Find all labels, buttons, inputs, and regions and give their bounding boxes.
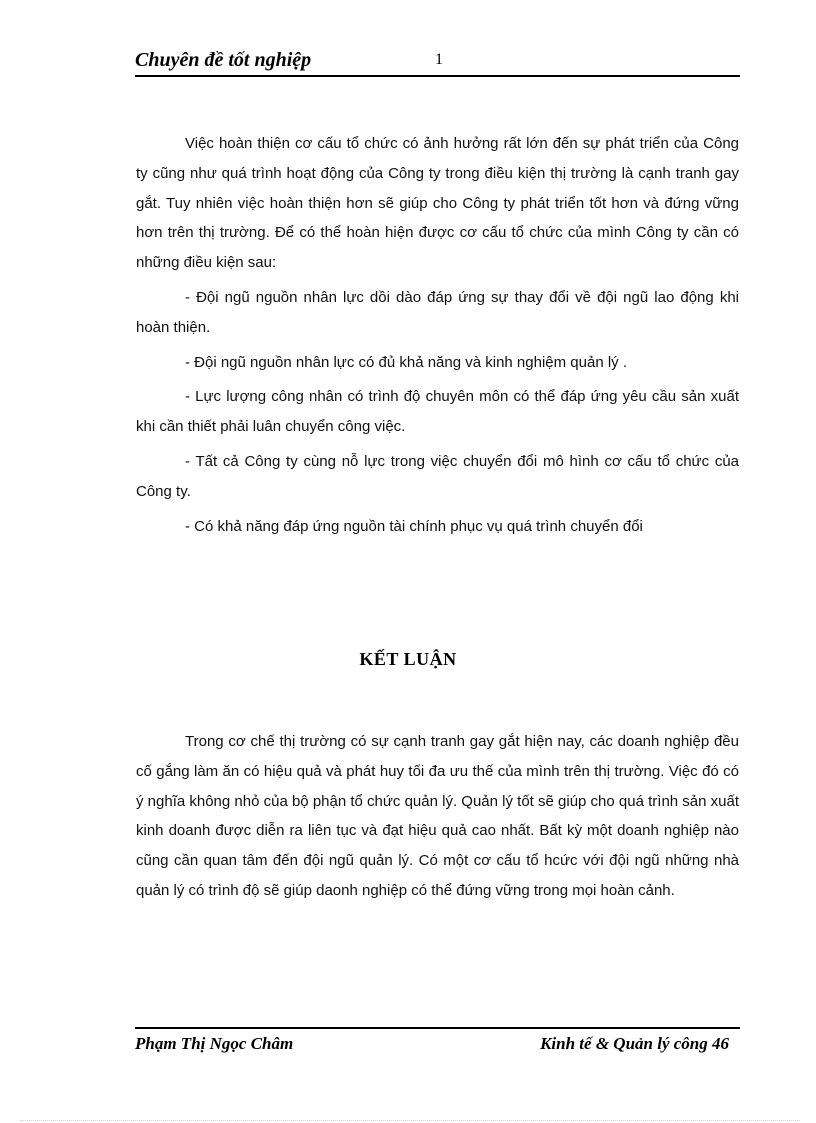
- conclusion-paragraph: Trong cơ chế thị trường có sự cạnh tranh gay gắt hiện nay, các doanh nghiệp đều cố gắng làm ăn có hiệu quả và phát huy tối đa ưu thế của mình trên thị trường. Việc đó có ý nghĩa không nhỏ của bộ phận tổ chức quản lý. Quản lý tốt sẽ giúp cho quá trình sản xuất kinh doanh được diễn ra liên tục và đạt hiệu quả cao nhất. Bất kỳ một doanh nghiệp nào cũng cần quan tâm đến đội ngũ quản lý. Có một cơ cấu tổ hcức với đội ngũ những nhà quản lý có trình độ sẽ giúp daonh nghiệp có thể đứng vững trong mọi hoàn cảnh.: [136, 733, 739, 899]
- page-number: 1: [435, 51, 443, 68]
- footer-author: Phạm Thị Ngọc Châm: [135, 1034, 294, 1053]
- list-item: - Lực lượng công nhân có trình độ chuyên môn có thể đáp ứng yêu cầu sản xuất khi cần thiết phải luân chuyển công việc.: [136, 388, 739, 436]
- section-conditions: [136, 129, 739, 541]
- section-conclusion: [136, 727, 739, 906]
- list-item: - Đội ngũ nguồn nhân lực dồi dào đáp ứng sự thay đổi về đội ngũ lao động khi hoàn thiện.: [136, 288, 739, 336]
- header-rule: [135, 75, 740, 77]
- page-edge-divider: [20, 1120, 800, 1121]
- footer-rule: [135, 1027, 740, 1029]
- list-item: - Tất cả Công ty cùng nỗ lực trong việc chuyển đổi mô hình cơ cấu tổ chức của Công ty.: [136, 452, 739, 500]
- footer-class: Kinh tế & Quản lý công 46: [540, 1034, 729, 1053]
- header-title: Chuyên đề tốt nghiệp: [135, 49, 312, 71]
- list-item: - Có khả năng đáp ứng nguồn tài chính phục vụ quá trình chuyển đổi: [185, 517, 643, 535]
- page-header: [135, 48, 740, 74]
- intro-paragraph: Việc hoàn thiện cơ cấu tổ chức có ảnh hưởng rất lớn đến sự phát triển của Công ty cũng như quá trình hoạt động của Công ty trong điều kiện thị trường là cạnh tranh gay gắt. Tuy nhiên việc hoàn thiện hơn sẽ giúp cho Công ty phát triển tốt hơn và đứng vững hơn trên thị trường. Để có thể hoàn hiện được cơ cấu tổ chức của mình Công ty cần có những điều kiện sau:: [136, 135, 739, 272]
- list-item: - Đội ngũ nguồn nhân lực có đủ khả năng và kinh nghiệm quản lý .: [185, 353, 628, 371]
- conclusion-heading: KẾT LUẬN: [359, 649, 457, 669]
